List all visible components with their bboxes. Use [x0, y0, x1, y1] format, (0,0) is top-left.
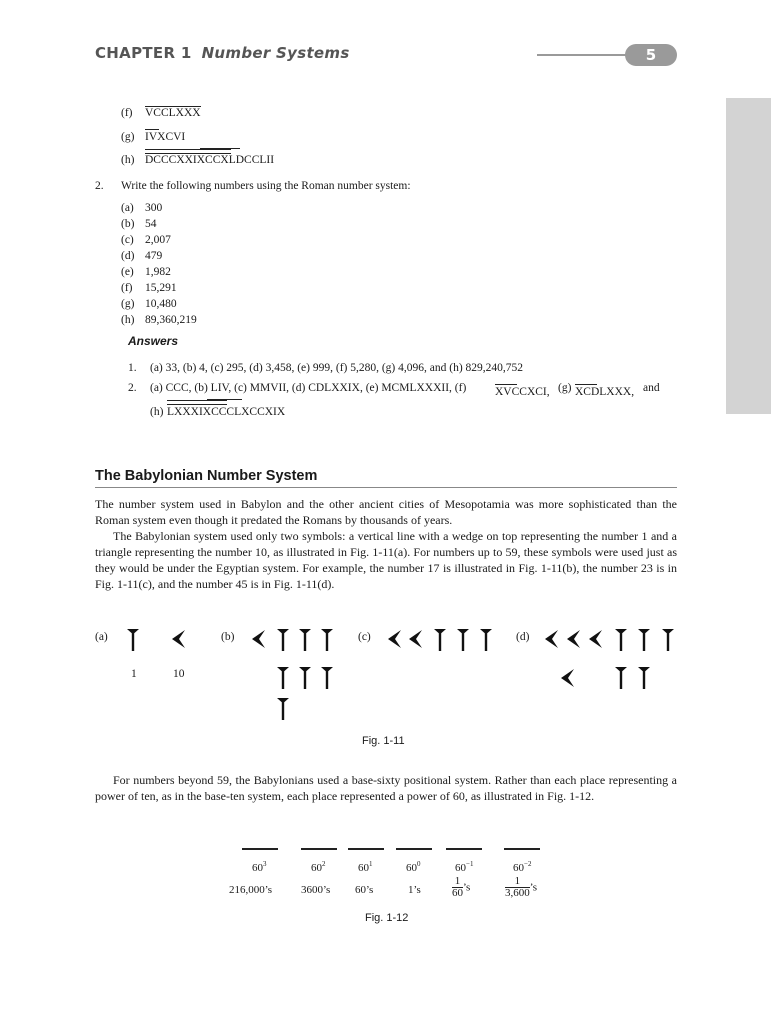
- header-rule: [537, 54, 637, 56]
- place-blank: [446, 848, 482, 850]
- ex2-value: 89,360,219: [145, 314, 197, 326]
- section-body: [95, 496, 677, 592]
- fig11-d-one-symbol: [662, 629, 674, 651]
- fig11-c-one-symbol: [434, 629, 446, 651]
- side-thumb-tab: [726, 98, 771, 414]
- ex1-label-h: (h): [121, 154, 135, 166]
- fig11-ten-label: 10: [173, 668, 185, 680]
- fig11-c-one-symbol: [480, 629, 492, 651]
- section-title: The Babylonian Number System: [95, 468, 318, 484]
- ex2-label: (e): [121, 266, 134, 278]
- ex2-value: 15,291: [145, 282, 177, 294]
- place-value-label: 216,000’s: [229, 884, 273, 896]
- ex1-label-g: (g): [121, 131, 135, 143]
- power-label: $60^2$: [311, 860, 326, 874]
- fig11-b-one-symbol: [299, 667, 311, 689]
- fig11-label-b: (b): [221, 631, 235, 643]
- fig11-caption: Fig. 1-11: [362, 735, 405, 747]
- answer2-h-overline: [207, 399, 242, 400]
- place-blank: [396, 848, 432, 850]
- answer2-number: 2.: [128, 382, 137, 394]
- power-label: $60^1$: [358, 860, 373, 874]
- ex2-label: (f): [121, 282, 133, 294]
- power-label: $60^3$: [252, 860, 267, 874]
- paragraph-1: The number system used in Babylon and the other ancient cities of Mesopotamia was more sophisticated than the Roman system even though it predated the Romans by thousands of years.: [95, 497, 677, 527]
- ex1-h-overline: [200, 148, 240, 149]
- ex2-label: (a): [121, 202, 134, 214]
- place-value-label: 60’s: [355, 884, 374, 896]
- fig11-a-ten-symbol: [172, 630, 185, 648]
- answers-heading: Answers: [128, 334, 179, 348]
- fig11-label-c: (c): [358, 631, 371, 643]
- answer2-g-label: (g): [558, 382, 572, 394]
- fig11-d-ten-symbol: [567, 630, 580, 648]
- chapter-heading: CHAPTER 1 Number Systems: [95, 44, 350, 62]
- fig11-b-one-symbol: [277, 667, 289, 689]
- answer2-f-overline: [495, 384, 517, 385]
- place-blank: [504, 848, 540, 850]
- fig11-d-one-symbol: [638, 629, 650, 651]
- fig11-d-ten-symbol: [561, 669, 574, 687]
- fig11-a-one-symbol: [127, 629, 139, 651]
- fig11-b-one-symbol: [321, 667, 333, 689]
- ex2-prompt: Write the following numbers using the Roman number system:: [121, 180, 411, 192]
- ex2-label: (c): [121, 234, 134, 246]
- fig11-b-one-symbol: [277, 629, 289, 651]
- fig12-caption: Fig. 1-12: [365, 912, 409, 924]
- paragraph-2: The Babylonian system used only two symbols: a vertical line with a wedge on top representing the number 1 and a triangle representing the number 10, as illustrated in Fig. 1-11(a). For numbers up to 59, these symbols were used just as they would be under the Egyptian system. For example, the number 17 is illustrated in Fig. 1-11(b), the number 23 is in Fig. 1-11(c), and the number 45 is in Fig. 1-11(d).: [95, 529, 677, 591]
- ex2-label: (g): [121, 298, 135, 310]
- fig11-b-one-symbol: [277, 698, 289, 720]
- place-value-fraction: $\frac{1}{3,600}$ ’s: [505, 875, 538, 899]
- ex1-item-f: VCCLXXX: [145, 107, 201, 119]
- fig11-d-ten-symbol: [545, 630, 558, 648]
- power-label: $60^{-1}$: [455, 860, 474, 874]
- ex1-label-f: (f): [121, 107, 133, 119]
- answer2-h-double-overline: [167, 400, 227, 405]
- ex1-g-overline: [145, 129, 159, 130]
- paragraph-3: For numbers beyond 59, the Babylonians used a base-sixty positional system. Rather than each place representing a power of ten, as in the base-ten system, each place represented a power of 60, as illustrated in Fig. 1-12.: [95, 773, 677, 803]
- answer2-and: and: [643, 382, 660, 394]
- power-label: $60^0$: [406, 860, 421, 874]
- answer2-line1: (a) CCC, (b) LIV, (c) MMVII, (d) CDLXXIX, (e) MCMLXXXII, (f): [150, 382, 467, 394]
- answer2-h: LXXXIXCCCLXCCXIX: [167, 406, 286, 418]
- ex1-item-h: DCCCXXIXCCXLDCCLII: [145, 154, 275, 166]
- fig11-c-ten-symbol: [388, 630, 401, 648]
- section-rule: [95, 487, 677, 488]
- power-label: $60^{-2}$: [513, 860, 532, 874]
- place-blank: [301, 848, 337, 850]
- ex1-item-g: IVXCVI: [145, 131, 186, 143]
- place-value-fraction: $\frac{1}{60}$ ’s: [452, 875, 471, 899]
- fig11-label-d: (d): [516, 631, 530, 643]
- ex2-value: 1,982: [145, 266, 171, 278]
- ex2-value: 54: [145, 218, 157, 230]
- answer2-h-label: (h): [150, 406, 164, 418]
- answer2-g: XCDLXXX,: [575, 386, 635, 398]
- ex2-label: (d): [121, 250, 135, 262]
- page-number-badge: 5: [625, 44, 677, 66]
- fig11-b-one-symbol: [299, 629, 311, 651]
- ex1-h-double-overline: [145, 149, 231, 154]
- fig11-b-one-symbol: [321, 629, 333, 651]
- fig11-b-ten-symbol: [252, 630, 265, 648]
- chapter-subject: Number Systems: [201, 44, 350, 62]
- fig11-d-one-symbol: [615, 667, 627, 689]
- place-value-label: 3600’s: [301, 884, 331, 896]
- place-value-label: 1’s: [408, 884, 421, 896]
- ex2-number: 2.: [95, 180, 104, 192]
- answer1-text: (a) 33, (b) 4, (c) 295, (d) 3,458, (e) 999, (f) 5,280, (g) 4,096, and (h) 829,240,752: [150, 362, 524, 374]
- place-blank: [348, 848, 384, 850]
- fig11-d-one-symbol: [638, 667, 650, 689]
- fig11-c-one-symbol: [457, 629, 469, 651]
- ex2-value: 300: [145, 202, 163, 214]
- fig11-one-label: 1: [131, 668, 137, 680]
- answer2-f: XVCCXCI,: [495, 386, 550, 398]
- answer2-g-overline: [575, 384, 597, 385]
- ex2-value: 479: [145, 250, 163, 262]
- place-blank: [242, 848, 278, 850]
- fig11-label-a: (a): [95, 631, 108, 643]
- ex2-label: (h): [121, 314, 135, 326]
- fig11-c-ten-symbol: [409, 630, 422, 648]
- fig11-d-one-symbol: [615, 629, 627, 651]
- answer1-number: 1.: [128, 362, 137, 374]
- ex2-value: 2,007: [145, 234, 171, 246]
- section-body-continued: [95, 772, 677, 804]
- ex2-value: 10,480: [145, 298, 177, 310]
- fig11-d-ten-symbol: [589, 630, 602, 648]
- ex2-label: (b): [121, 218, 135, 230]
